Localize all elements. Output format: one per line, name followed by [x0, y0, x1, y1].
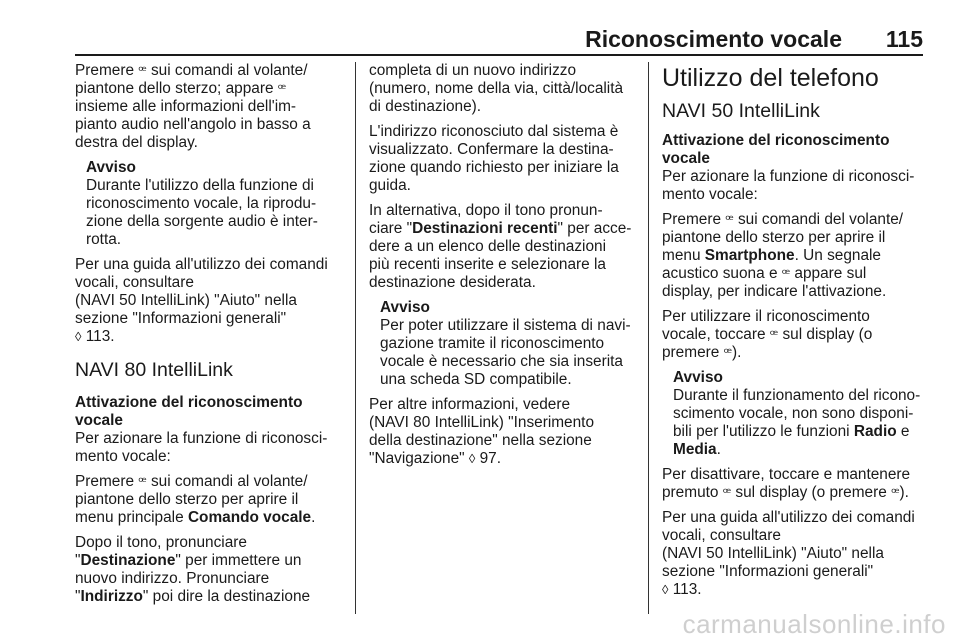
- page-reference-link[interactable]: ◊ 113.: [662, 581, 702, 598]
- header-rule: [75, 54, 923, 56]
- paragraph: Per una guida all'utilizzo dei comandi vocali, consultare (NAVI 50 IntelliLink) "Aiuto" nella sezione "Informazioni generali" ◊ 113.: [75, 256, 345, 346]
- column-2: [369, 62, 635, 475]
- subsection-heading: Attivazione del riconoscimento vocale: [75, 394, 303, 429]
- page-header: [0, 0, 960, 58]
- paragraph: Per una guida all'utilizzo dei comandi vocali, consultare (NAVI 50 IntelliLink) "Aiuto" nella sezione "Informazioni generali" ◊ 113.: [662, 509, 930, 599]
- paragraph: Per azionare la funzione di riconosci- mento vocale:: [75, 430, 328, 465]
- paragraph: Per altre informazioni, vedere (NAVI 80 IntelliLink) "Inserimento della destinazione" nella sezione "Navigazione" ◊ 97.: [369, 396, 635, 468]
- paragraph: Premere ꟹ sui comandi al volante/ piantone dello sterzo per aprire il menu principale Comando vocale.: [75, 473, 316, 526]
- column-divider: [355, 62, 356, 614]
- chapter-heading: Utilizzo del telefono: [662, 64, 879, 92]
- column-divider: [648, 62, 649, 614]
- paragraph: In alternativa, dopo il tono pronun- ciare "Destinazioni recenti" per acce- dere a un elenco delle destinazioni più recenti inserite e selezionare la destinazione desiderata.: [369, 202, 632, 291]
- voice-icon: ꟹ: [769, 327, 779, 342]
- reference-icon: ◊: [662, 582, 669, 597]
- voice-icon: ꟹ: [138, 63, 147, 78]
- paragraph: completa di un nuovo indirizzo (numero, nome della via, città/località di destinazione).: [369, 62, 624, 115]
- voice-icon: ꟹ: [781, 266, 791, 281]
- paragraph: Per disattivare, toccare e mantenere premuto ꟹ sul display (o premere ꟹ).: [662, 466, 911, 501]
- paragraph: L'indirizzo riconosciuto dal sistema è visualizzato. Confermare la destina- zione quando richiesto per iniziare la guida.: [369, 123, 619, 194]
- paragraph: Premere ꟹ sui comandi del volante/ piantone dello sterzo per aprire il menu Smartphone. Un segnale acustico suona e ꟹ appare sul display, per indicare l'attivazione.: [662, 211, 904, 300]
- paragraph: Per azionare la funzione di riconosci- mento vocale:: [662, 168, 915, 203]
- voice-icon: ꟹ: [722, 485, 732, 500]
- note-heading: Avviso: [380, 299, 430, 316]
- note-heading: Avviso: [86, 159, 136, 176]
- subsection-heading: Attivazione del riconoscimento vocale: [662, 132, 890, 167]
- note-box: Avviso Per poter utilizzare il sistema di navi- gazione tramite il riconoscimento vocale è necessario che sia inserita una scheda SD compatibile.: [369, 299, 635, 389]
- note-heading: Avviso: [673, 369, 723, 386]
- reference-icon: ◊: [468, 451, 476, 466]
- paragraph: Dopo il tono, pronunciare "Destinazione" per immettere un nuovo indirizzo. Pronunciare "Indirizzo" poi dire la destinazione: [75, 534, 311, 605]
- column-1: [75, 62, 345, 613]
- note-box: Avviso Durante il funzionamento del ricono- scimento vocale, non sono disponi- bili per l'utilizzo le funzioni Radio e Media.: [662, 369, 930, 459]
- page-number: 115: [885, 26, 923, 52]
- reference-icon: ◊: [75, 329, 82, 344]
- paragraph: Premere ꟹ sui comandi al volante/ piantone dello sterzo; appare ꟹ insieme alle informazioni dell'im- pianto audio nell'angolo in basso a destra del display.: [75, 62, 311, 151]
- paragraph: Per utilizzare il riconoscimento vocale, toccare ꟹ sul display (o premere ꟹ).: [662, 308, 873, 361]
- column-3: [662, 62, 930, 606]
- watermark: carmanualsonline.info: [682, 609, 946, 639]
- note-box: Avviso Durante l'utilizzo della funzione di riconoscimento vocale, la riprodu- zione della sorgente audio è inter- rotta.: [75, 159, 345, 249]
- page-reference-link[interactable]: ◊ 113.: [75, 328, 115, 345]
- voice-icon: ꟹ: [138, 474, 147, 489]
- voice-icon: ꟹ: [891, 485, 900, 500]
- section-heading: NAVI 80 IntelliLink: [75, 359, 233, 381]
- voice-icon: ꟹ: [723, 345, 732, 360]
- page-title: Riconoscimento vocale: [585, 26, 842, 52]
- page-reference-link[interactable]: "Navigazione" ◊ 97.: [369, 450, 502, 467]
- section-heading: NAVI 50 IntelliLink: [662, 100, 820, 122]
- voice-icon: ꟹ: [277, 81, 287, 96]
- voice-icon: ꟹ: [725, 212, 734, 227]
